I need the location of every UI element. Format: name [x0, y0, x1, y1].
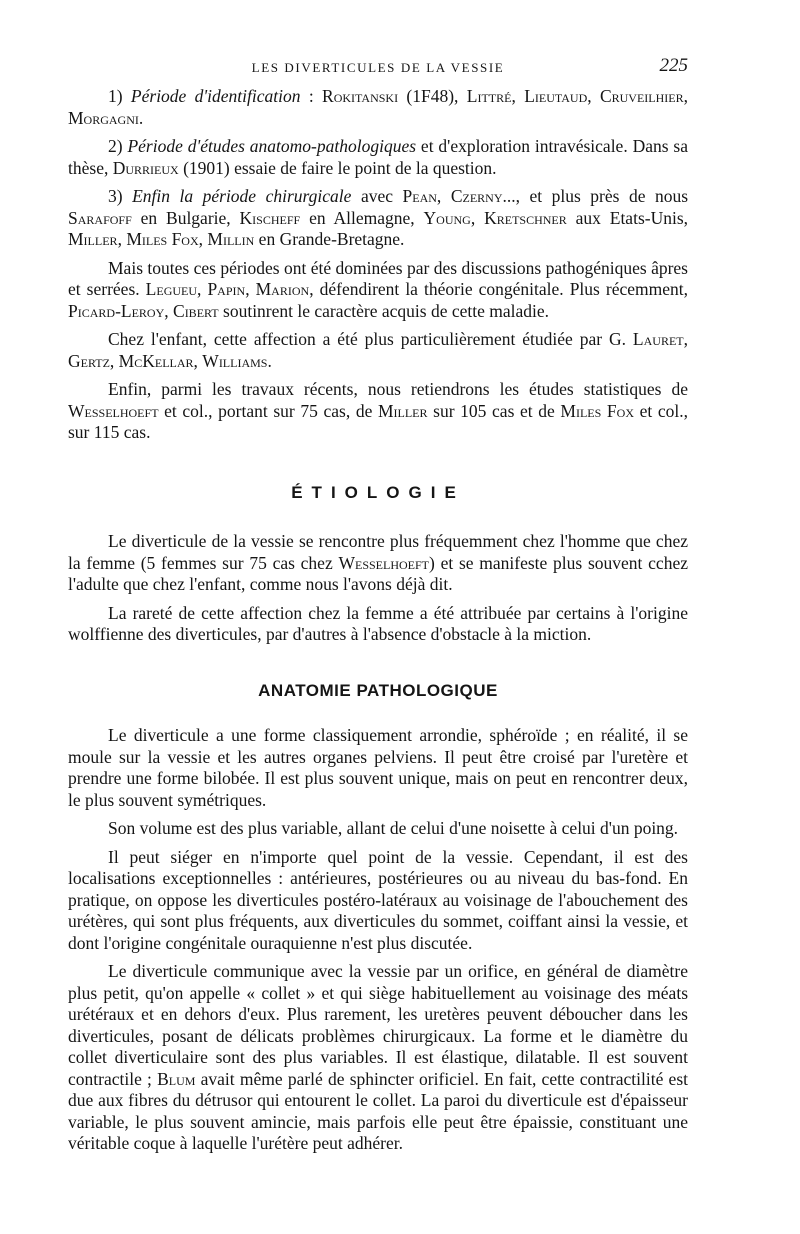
author-name: Miles Fox — [126, 229, 199, 249]
period-label: Période d'identification — [130, 86, 301, 106]
period-label: Enfin la période chirurgicale — [132, 186, 352, 206]
running-title: LES DIVERTICULES DE LA VESSIE — [251, 60, 505, 75]
section-heading-anatomie: ANATOMIE PATHOLOGIQUE — [258, 680, 498, 700]
author-name: Durrieux — [112, 157, 179, 178]
author-name: Millin — [207, 229, 255, 249]
author-name: Papin — [207, 279, 246, 299]
paragraph-forme: Le diverticule a une forme classiquement arrondie, sphéroïde ; en réalité, il se moule sur la vessie et les autres organes pelviens. Il peut être croisé par l'uretère et prendre une forme bilobée. Il est plus souvent unique, mais on peut en rencontrer deux, le plus souvent symétriques. — [68, 725, 688, 810]
author-name: Miles Fox — [560, 400, 634, 421]
author-name: Wesselhoeft — [68, 400, 159, 421]
running-head — [68, 52, 688, 86]
author-name: Miller — [68, 229, 118, 249]
page — [68, 52, 688, 1155]
paragraph-etiologie-frequence: Le diverticule de la vessie se rencontre plus fréquemment chez l'homme que chez la femme (5 femmes sur 75 cas chez Wesselhoeft) et se manifeste plus souvent cchez l'adulte que chez l'enfant, comme nous l'avons déjà dit. — [68, 531, 688, 594]
period-label: Période d'études anatomo-pathologiques — [127, 136, 417, 156]
paragraph-discussions: Mais toutes ces périodes ont été dominées par des discussions pathogéniques âpres et serrées. Legueu, Papin, Marion, défendirent la théorie congénitale. Plus récemment, Picard-Leroy, Cibert soutinrent le caractère acquis de cette maladie. — [68, 257, 688, 321]
paragraph-siege: Il peut siéger en n'importe quel point de la vessie. Cependant, il est des localisations exceptionnelles : antérieures, postérieures ou au niveau du bas-fond. En pratique, on oppose les diverticules postéro-latéraux au voisinage de l'abouchement des urétères, qui sont plus fréquents, aux diverticules du sommet, coiffant ainsi la vessie, et dont l'origine congénitale ouraquienne n'est plus discutée. — [68, 846, 688, 953]
paragraph-period-identification: 1) Période d'identification : Rokitanski (1F48), Littré, Lieutaud, Cruveilhier, Morgagni. — [68, 86, 689, 128]
article-body — [68, 86, 688, 1155]
author-name: Williams — [202, 350, 268, 371]
paragraph-enfant: Chez l'enfant, cette affection a été plus particulièrement étudiée par G. Lauret, Gertz, McKellar, Williams. — [68, 329, 688, 371]
author-name: Blum — [157, 1068, 196, 1089]
author-name: Pean — [402, 186, 437, 206]
paragraph-etiologie-rarete: La rareté de cette affection chez la femme a été attribuée par certains à l'origine wolffienne des diverticules, par d'autres à l'absence d'obstacle à la miction. — [68, 602, 688, 644]
paragraph-period-anatomo: 2) Période d'études anatomo-pathologiques et d'exploration intravésicale. Dans sa thèse, Durrieux (1901) essaie de faire le point de la question. — [68, 136, 688, 178]
paragraph-volume: Son volume est des plus variable, allant de celui d'une noisette à celui d'un poing. — [108, 818, 679, 838]
paragraph-period-chirurgicale: 3) Enfin la période chirurgicale avec Pean, Czerny..., et plus près de nous Sarafoff en Bulgarie, Kischeff en Allemagne, Young, Kretschner aux Etats-Unis, Miller, Miles Fox, Millin en Grande-Bretagne. — [68, 186, 689, 249]
author-name: Sarafoff — [68, 207, 132, 228]
author-name: Miller — [377, 400, 428, 421]
author-name: Morgagni — [68, 107, 139, 128]
author-name: G. Lauret — [609, 329, 684, 349]
author-name: Lieutaud — [524, 86, 588, 106]
page-number: 225 — [659, 55, 688, 76]
author-name: McKellar — [118, 350, 194, 371]
author-name: Wesselhoeft — [338, 552, 429, 573]
author-name: Marion — [255, 279, 310, 299]
author-name: Young — [423, 207, 471, 228]
author-name: Cibert — [173, 300, 219, 321]
author-name: Gertz — [68, 350, 110, 371]
author-name: Picard-Leroy — [68, 300, 165, 321]
section-heading-etiologie: ÉTIOLOGIE — [291, 482, 465, 502]
author-name: Legueu — [145, 279, 198, 299]
author-name: Rokitanski — [322, 86, 399, 106]
author-name: Kischeff — [239, 207, 301, 228]
author-name: Cruveilhier — [599, 86, 684, 106]
author-name: Czerny — [450, 186, 503, 206]
paragraph-collet: Le diverticule communique avec la vessie par un orifice, en général de diamètre plus petit, qu'on appelle « collet » et qui siège habituellement au voisinage des méats urétéraux et en dehors d'eux. Plus rarement, les uretères peuvent déboucher dans les diverticules, posant de délicats problèmes chirurgicaux. La forme et le diamètre du collet diverticulaire sont des plus variables. Il est élastique, dilatable. Il est souvent contractile ; Blum avait même parlé de sphincter orificiel. En fait, cette contractilité est due aux fibres du détrusor qui entourent le collet. La paroi du diverticule est d'épaisseur variable, le plus souvent amincie, mais parfois elle peut être épaissie, constituant une véritable coque à laquelle l'urétère peut adhérer. — [68, 961, 688, 1153]
author-name: Kretschner — [484, 207, 567, 228]
paragraph-travaux-recents: Enfin, parmi les travaux récents, nous retiendrons les études statistiques de Wesselhoeft et col., portant sur 75 cas, de Miller sur 105 cas et de Miles Fox et col., sur 115 cas. — [68, 379, 688, 442]
author-name: Littré — [466, 86, 512, 106]
